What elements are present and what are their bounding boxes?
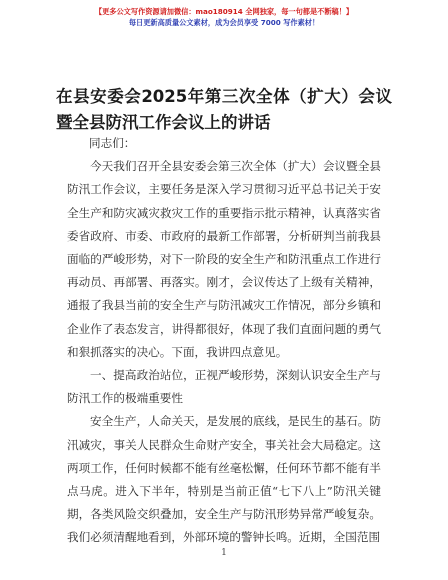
promo-banner-line-2: 每日更新高质量公文素材，成为会员享受 7000 写作素材！	[128, 18, 320, 27]
promo-banner	[0, 6, 448, 28]
page-number: 1	[221, 548, 227, 558]
body-paragraph-intro: 今天我们召开全县安委会第三次全体（扩大）会议暨全县防汛工作会议，主要任务是深入学习贯彻习近平总书记关于安全生产和防灾减灾救灾工作的重要指示批示精神，认真落实省委省政府、市委、市政府的最新工作部署，分析研判当前我县面临的严峻形势，对下一阶段的安全生产和防汛重点工作进行再动员、再部署、再落实。刚才，会议传达了上级有关精神，通报了我县当前的安全生产与防汛减灾工作情况，部分乡镇和企业作了表态发言，讲得都很好，体现了我们直面问题的勇气和狠抓落实的决心。下面，我讲四点意见。	[67, 159, 381, 359]
document-title: 在县安委会2025年第三次全体（扩大）会议暨全县防汛工作会议上的讲话	[56, 87, 392, 132]
document-body	[67, 132, 381, 550]
section-heading-1: 一、提高政治站位，正视严峻形势，深刻认识安全生产与防汛工作的极端重要性	[67, 368, 381, 406]
body-paragraph-section-1: 安全生产，人命关天，是发展的底线，是民生的基石。防汛减灾，事关人民群众生命财产安全，事关社会大局稳定。这两项工作，任何时候都不能有丝毫松懈，任何环节都不能有半点马虎。进入下半年，特别是当前正值“七下八上”防汛关键期，各类风险交织叠加，安全生产与防汛形势异常严峻复杂。我们必须清醒地看到，外部环境的警钟长鸣。近期，全国范围	[67, 414, 381, 545]
promo-banner-line-1: 【更多公文写作资源请加微信：mao180914 全网独家，每一句都是不断稿！】	[94, 7, 354, 16]
salutation: 同志们：	[89, 136, 136, 150]
